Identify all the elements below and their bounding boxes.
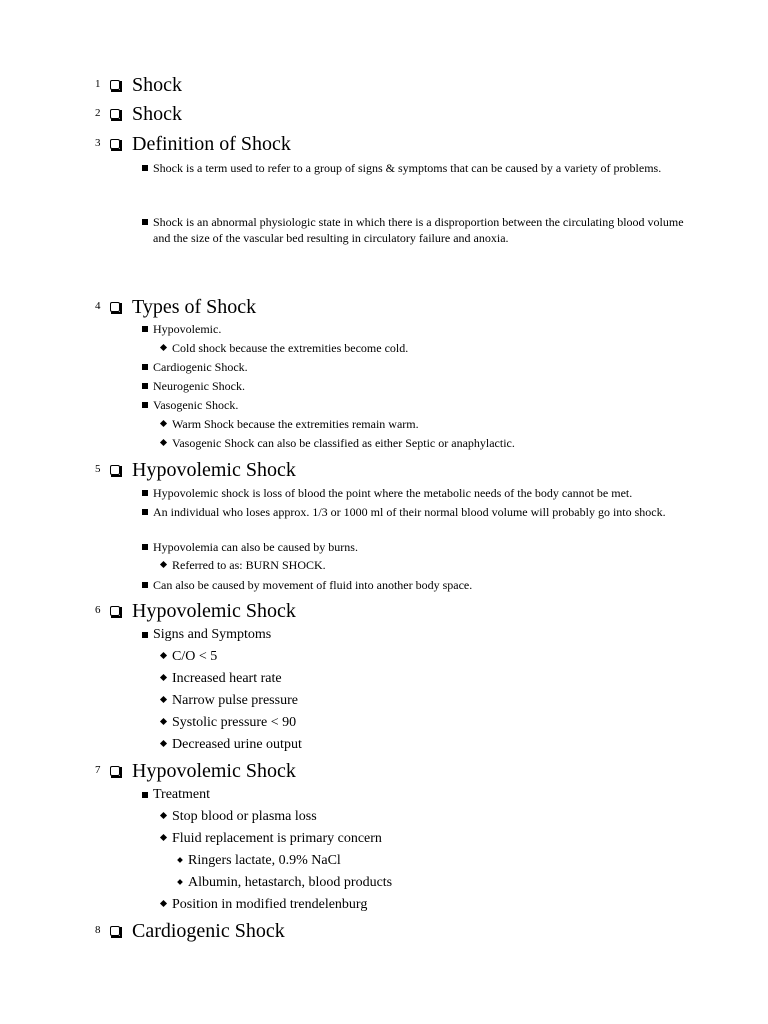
bullet-item <box>142 378 702 394</box>
slide-title: Hypovolemic Shock <box>132 760 296 782</box>
square-bullet-icon <box>142 632 148 638</box>
outline-slide-8 <box>0 920 768 946</box>
bullet-text: Ringers lactate, 0.9% NaCl <box>188 853 341 868</box>
slide-number: 4 <box>95 300 101 312</box>
bullet-text: Albumin, hetastarch, blood products <box>188 875 393 890</box>
outline-slide-7 <box>0 760 768 912</box>
diamond-bullet-icon <box>160 812 167 819</box>
bullet-text: Shock is a term used to refer to a group of signs & symptoms that can be caused by a variety of problems. <box>153 161 662 175</box>
sub-sub-bullet-item <box>177 874 392 892</box>
outline-slide-4 <box>0 296 768 450</box>
outline-slide-5 <box>0 459 768 592</box>
bullet-item <box>142 786 702 804</box>
slide-number: 6 <box>95 604 101 616</box>
diamond-bullet-icon <box>160 674 167 681</box>
diamond-bullet-icon <box>160 561 167 568</box>
outline-slide-2 <box>0 103 768 129</box>
bullet-text: Hypovolemic. <box>153 322 222 336</box>
sub-bullet-item <box>160 557 326 573</box>
slide-icon <box>110 926 120 936</box>
square-bullet-icon <box>142 364 148 370</box>
sub-bullet-item <box>160 340 408 356</box>
square-bullet-icon <box>142 383 148 389</box>
slide-title: Definition of Shock <box>132 133 291 155</box>
bullet-text: Vasogenic Shock can also be classified as either Septic or anaphylactic. <box>172 436 515 450</box>
bullet-text: Cardiogenic Shock. <box>153 360 248 374</box>
diamond-bullet-icon <box>160 652 167 659</box>
slide-title: Cardiogenic Shock <box>132 920 285 942</box>
slide-number: 2 <box>95 107 101 119</box>
square-bullet-icon <box>142 326 148 332</box>
slide-icon <box>110 80 120 90</box>
bullet-text: Neurogenic Shock. <box>153 379 245 393</box>
bullet-item <box>142 485 702 501</box>
bullet-item <box>142 359 702 375</box>
slide-icon <box>110 465 120 475</box>
bullet-text: Signs and Symptoms <box>153 627 272 642</box>
slide-title: Hypovolemic Shock <box>132 600 296 622</box>
bullet-item <box>142 214 702 246</box>
bullet-text: Decreased urine output <box>172 737 302 752</box>
slide-title: Shock <box>132 74 182 96</box>
bullet-text: Stop blood or plasma loss <box>172 809 317 824</box>
bullet-text: Hypovolemia can also be caused by burns. <box>153 540 358 554</box>
diamond-bullet-icon <box>160 439 167 446</box>
slide-icon <box>110 606 120 616</box>
square-bullet-icon <box>142 402 148 408</box>
slide-icon <box>110 109 120 119</box>
diamond-bullet-icon <box>160 344 167 351</box>
bullet-item <box>142 626 702 644</box>
diamond-bullet-icon <box>177 879 183 885</box>
diamond-bullet-icon <box>177 857 183 863</box>
outline-slide-6 <box>0 600 768 752</box>
sub-bullet-item <box>160 416 419 432</box>
sub-bullet-item <box>160 830 382 848</box>
square-bullet-icon <box>142 219 148 225</box>
diamond-bullet-icon <box>160 900 167 907</box>
bullet-text: An individual who loses approx. 1/3 or 1000 ml of their normal blood volume will probably go into shock. <box>153 505 666 519</box>
bullet-text: Cold shock because the extremities become cold. <box>172 341 409 355</box>
bullet-item <box>142 321 702 337</box>
bullet-text: Warm Shock because the extremities remain warm. <box>172 417 419 431</box>
sub-sub-bullet-item <box>177 852 341 870</box>
diamond-bullet-icon <box>160 696 167 703</box>
diamond-bullet-icon <box>160 420 167 427</box>
bullet-text: Hypovolemic shock is loss of blood the point where the metabolic needs of the body cannot be met. <box>153 486 633 500</box>
slide-icon <box>110 139 120 149</box>
slide-number: 1 <box>95 78 101 90</box>
bullet-text: Shock is an abnormal physiologic state in which there is a disproportion between the circulating blood volume and the size of the vascular bed resulting in circulatory failure and anoxia. <box>153 215 684 245</box>
square-bullet-icon <box>142 582 148 588</box>
square-bullet-icon <box>142 509 148 515</box>
diamond-bullet-icon <box>160 718 167 725</box>
square-bullet-icon <box>142 490 148 496</box>
slide-title: Shock <box>132 103 182 125</box>
bullet-item <box>142 397 702 413</box>
sub-bullet-item <box>160 808 317 826</box>
sub-bullet-item <box>160 896 367 914</box>
sub-bullet-item <box>160 692 298 710</box>
bullet-text: Treatment <box>153 787 211 802</box>
bullet-text: Vasogenic Shock. <box>153 398 239 412</box>
slide-number: 7 <box>95 764 101 776</box>
bullet-text: Increased heart rate <box>172 671 282 686</box>
bullet-item <box>142 160 702 176</box>
bullet-text: C/O < 5 <box>172 649 218 664</box>
bullet-text: Can also be caused by movement of fluid into another body space. <box>153 578 473 592</box>
slide-number: 3 <box>95 137 101 149</box>
sub-bullet-item <box>160 714 296 732</box>
outline-slide-3 <box>0 133 768 245</box>
bullet-item <box>142 577 702 593</box>
bullet-text: Position in modified trendelenburg <box>172 897 368 912</box>
sub-bullet-item <box>160 736 302 754</box>
square-bullet-icon <box>142 165 148 171</box>
slide-number: 8 <box>95 924 101 936</box>
sub-bullet-item <box>160 670 282 688</box>
slide-icon <box>110 766 120 776</box>
outline-slide-1 <box>0 74 768 100</box>
bullet-text: Narrow pulse pressure <box>172 693 298 708</box>
slide-icon <box>110 302 120 312</box>
diamond-bullet-icon <box>160 834 167 841</box>
bullet-text: Systolic pressure < 90 <box>172 715 297 730</box>
slide-title: Types of Shock <box>132 296 257 318</box>
bullet-item <box>142 539 702 555</box>
slide-number: 5 <box>95 463 101 475</box>
square-bullet-icon <box>142 792 148 798</box>
slide-title: Hypovolemic Shock <box>132 459 296 481</box>
bullet-item <box>142 504 702 520</box>
sub-bullet-item <box>160 648 217 666</box>
sub-bullet-item <box>160 435 515 451</box>
bullet-text: Referred to as: BURN SHOCK. <box>172 558 326 572</box>
square-bullet-icon <box>142 544 148 550</box>
diamond-bullet-icon <box>160 740 167 747</box>
bullet-text: Fluid replacement is primary concern <box>172 831 382 846</box>
